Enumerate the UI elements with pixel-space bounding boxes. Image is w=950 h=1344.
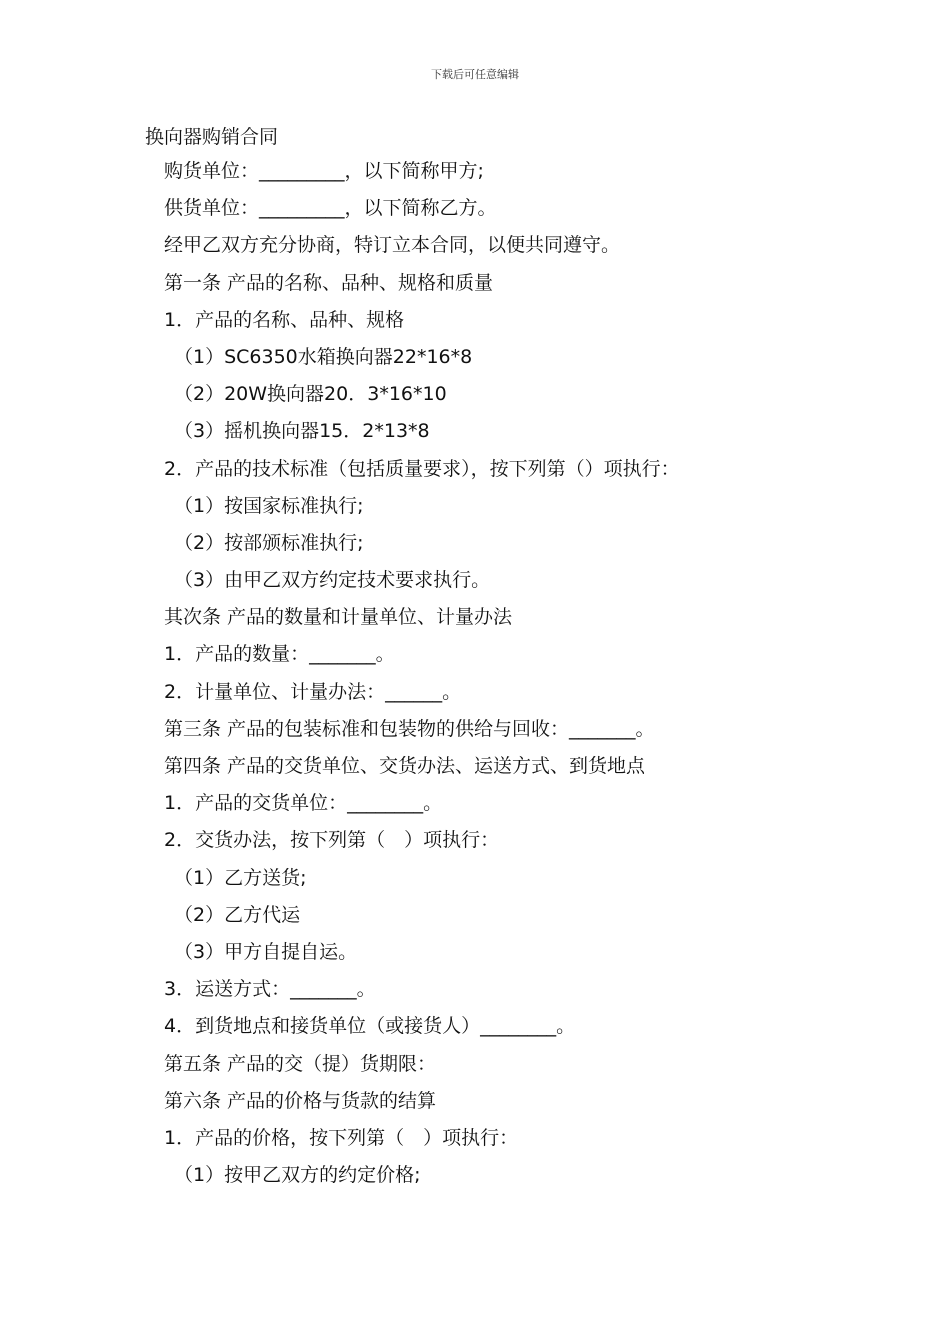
contract-line: 2．产品的技术标准（包括质量要求），按下列第（）项执行： [164,457,680,480]
page-header-note: 下载后可任意编辑 [431,68,519,81]
contract-line: （2）按部颁标准执行; [174,531,364,554]
contract-line: （2）20W换向器20．3*16*10 [174,383,447,406]
contract-line: 2．交货办法，按下列第（ ）项执行： [164,829,500,852]
contract-line: 1．产品的名称、品种、规格 [164,308,405,331]
document-title: 换向器购销合同 [145,126,279,148]
contract-line: （2）乙方代运 [174,903,301,926]
contract-line: 4．到货地点和接货单位（或接货人）________。 [164,1015,576,1038]
contract-line: 第五条 产品的交（提）货期限： [164,1052,437,1075]
contract-line: 购货单位：_________，以下简称甲方; [164,160,484,182]
contract-line: （3）甲方自提自运。 [174,940,358,963]
contract-line: 第一条 产品的名称、品种、规格和质量 [164,271,494,294]
contract-line: （3）由甲乙双方约定技术要求执行。 [174,569,491,592]
contract-line: 1．产品的价格，按下列第（ ）项执行： [164,1126,519,1149]
contract-line: 第四条 产品的交货单位、交货办法、运送方式、到货地点 [164,755,646,777]
contract-line: 第三条 产品的包装标准和包装物的供给与回收：_______。 [164,717,655,740]
contract-line: 3．运送方式：_______。 [164,978,376,1001]
contract-line: 其次条 产品的数量和计量单位、计量办法 [164,606,513,629]
contract-line: 1．产品的数量：_______。 [164,643,395,666]
contract-line: （1）乙方送货; [174,866,307,889]
contract-body [164,156,884,1197]
contract-line: （3）摇机换向器15．2*13*8 [174,420,430,443]
contract-line: 供货单位：_________，以下简称乙方。 [164,197,497,220]
contract-line: 经甲乙双方充分协商，特订立本合同，以便共同遵守。 [164,234,621,257]
contract-line: 1．产品的交货单位：________。 [164,792,443,815]
contract-line: （1）按国家标准执行; [174,494,364,517]
contract-line: 2．计量单位、计量办法：______。 [164,680,462,703]
contract-line: （1）SC6350水箱换向器22*16*8 [174,345,473,368]
contract-line: 第六条 产品的价格与货款的结算 [164,1089,437,1112]
contract-line: （1）按甲乙双方的约定价格; [174,1164,421,1187]
